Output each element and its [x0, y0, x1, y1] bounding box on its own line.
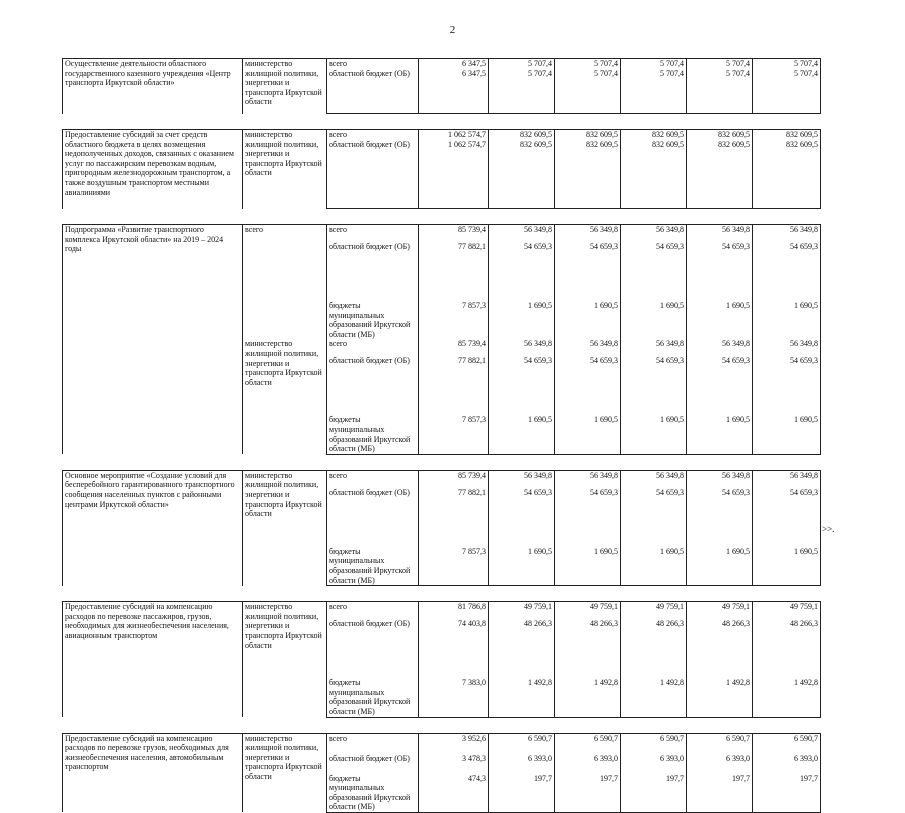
amount-cell: 3 478,3 — [419, 754, 489, 774]
amount-cell: 54 659,3 — [753, 356, 821, 415]
amount-cell: 6 347,5 — [419, 59, 489, 70]
amount-cell: 56 349,8 — [687, 339, 753, 356]
funding-source-cell: бюджеты муниципальных образований Иркутской области (МБ) — [327, 415, 419, 454]
budget-table-body — [63, 59, 821, 813]
amount-cell: 49 759,1 — [489, 602, 555, 620]
amount-cell: 54 659,3 — [621, 488, 687, 547]
amount-cell: 54 659,3 — [687, 488, 753, 547]
amount-cell: 56 349,8 — [489, 470, 555, 488]
amount-cell: 81 786,8 — [419, 602, 489, 620]
amount-cell: 832 609,5 — [687, 130, 753, 141]
funding-source-cell: областной бюджет (ОБ) — [327, 140, 419, 209]
amount-cell: 474,3 — [419, 774, 489, 813]
amount-cell: 49 759,1 — [555, 602, 621, 620]
amount-cell: 56 349,8 — [555, 339, 621, 356]
amount-cell: 6 590,7 — [489, 733, 555, 754]
amount-cell: 1 690,5 — [489, 547, 555, 586]
amount-cell: 1 690,5 — [555, 301, 621, 339]
amount-cell: 6 590,7 — [621, 733, 687, 754]
table-spacer — [63, 586, 821, 602]
table-row — [63, 470, 821, 488]
amount-cell: 832 609,5 — [555, 140, 621, 209]
amount-cell: 832 609,5 — [621, 130, 687, 141]
amount-cell: 56 349,8 — [753, 470, 821, 488]
amount-cell: 7 383,0 — [419, 678, 489, 717]
amount-cell: 832 609,5 — [753, 140, 821, 209]
amount-cell: 54 659,3 — [687, 356, 753, 415]
budget-table — [62, 58, 821, 813]
amount-cell: 197,7 — [489, 774, 555, 813]
amount-cell: 3 952,6 — [419, 733, 489, 754]
table-row — [63, 733, 821, 754]
amount-cell: 54 659,3 — [489, 242, 555, 301]
amount-cell: 1 690,5 — [555, 547, 621, 586]
amount-cell: 85 739,4 — [419, 339, 489, 356]
amount-cell: 5 707,4 — [753, 69, 821, 114]
funding-source-cell: всего — [327, 733, 419, 754]
amount-cell: 56 349,8 — [621, 470, 687, 488]
amount-cell: 5 707,4 — [489, 69, 555, 114]
amount-cell: 832 609,5 — [753, 130, 821, 141]
amount-cell: 54 659,3 — [489, 488, 555, 547]
measure-name-cell: Подпрограмма «Развитие транспортного комплекса Иркутской области» на 2019 – 2024 годы — [63, 225, 243, 455]
amount-cell: 48 266,3 — [687, 619, 753, 678]
amount-cell: 7 857,3 — [419, 547, 489, 586]
funding-source-cell: бюджеты муниципальных образований Иркутской области (МБ) — [327, 774, 419, 813]
amount-cell: 6 590,7 — [753, 733, 821, 754]
amount-cell: 832 609,5 — [687, 140, 753, 209]
amount-cell: 54 659,3 — [621, 356, 687, 415]
executor-cell: министерство жилищной политики, энергетики и транспорта Иркутской области — [243, 470, 327, 585]
amount-cell: 1 690,5 — [555, 415, 621, 454]
amount-cell: 197,7 — [753, 774, 821, 813]
amount-cell: 7 857,3 — [419, 415, 489, 454]
amount-cell: 56 349,8 — [621, 339, 687, 356]
table-spacer — [63, 717, 821, 733]
amount-cell: 6 393,0 — [489, 754, 555, 774]
amount-cell: 1 690,5 — [489, 415, 555, 454]
amount-cell: 56 349,8 — [489, 225, 555, 243]
funding-source-cell: всего — [327, 602, 419, 620]
amount-cell: 5 707,4 — [555, 69, 621, 114]
amount-cell: 49 759,1 — [753, 602, 821, 620]
measure-name-cell: Основное мероприятие «Создание условий для бесперебойного гарантированного транспортного сообщения населенных пунктов с районными центрами Иркутской области» — [63, 470, 243, 585]
measure-name-cell: Осуществление деятельности областного государственного казенного учреждения «Центр транспорта Иркутской области» — [63, 59, 243, 114]
funding-source-cell: всего — [327, 59, 419, 70]
funding-source-cell: областной бюджет (ОБ) — [327, 619, 419, 678]
amount-cell: 5 707,4 — [753, 59, 821, 70]
amount-cell: 5 707,4 — [621, 69, 687, 114]
measure-name-cell: Предоставление субсидий на компенсацию расходов по перевозке грузов, необходимых для жизнеобеспечения населения, автомобильным транспортом — [63, 733, 243, 812]
amount-cell: 1 062 574,7 — [419, 140, 489, 209]
measure-name-cell: Предоставление субсидий на компенсацию расходов по перевозке пассажиров, грузов, необходимых для жизнеобеспечения населения, авиационным транспортом — [63, 602, 243, 717]
amount-cell: 56 349,8 — [555, 225, 621, 243]
amount-cell: 54 659,3 — [555, 356, 621, 415]
amount-cell: 56 349,8 — [753, 225, 821, 243]
amount-cell: 7 857,3 — [419, 301, 489, 339]
measure-name-cell: Предоставление субсидий за счет средств областного бюджета в целях возмещения недополученных доходов, связанных с оказанием услуг по пассажирским перевозкам водным, пригородным железнодорожным транспортом, а также воздушным транспортом местными авиалиниями — [63, 130, 243, 209]
amount-cell: 77 882,1 — [419, 242, 489, 301]
amount-cell: 49 759,1 — [621, 602, 687, 620]
amount-cell: 48 266,3 — [753, 619, 821, 678]
table-row — [63, 602, 821, 620]
amount-cell: 5 707,4 — [687, 69, 753, 114]
amount-cell: 832 609,5 — [621, 140, 687, 209]
amount-cell: 1 690,5 — [621, 547, 687, 586]
amount-cell: 56 349,8 — [687, 470, 753, 488]
funding-source-cell: областной бюджет (ОБ) — [327, 356, 419, 415]
amount-cell: 1 492,8 — [489, 678, 555, 717]
amount-cell: 56 349,8 — [687, 225, 753, 243]
amount-cell: 832 609,5 — [555, 130, 621, 141]
amount-cell: 197,7 — [687, 774, 753, 813]
amount-cell: 56 349,8 — [753, 339, 821, 356]
amount-cell: 832 609,5 — [489, 130, 555, 141]
amount-cell: 1 690,5 — [687, 301, 753, 339]
table-row — [63, 130, 821, 141]
amount-cell: 74 403,8 — [419, 619, 489, 678]
amount-cell: 197,7 — [621, 774, 687, 813]
amount-cell: 85 739,4 — [419, 470, 489, 488]
funding-source-cell: всего — [327, 339, 419, 356]
funding-source-cell: бюджеты муниципальных образований Иркутской области (МБ) — [327, 678, 419, 717]
funding-source-cell: бюджеты муниципальных образований Иркутской области (МБ) — [327, 547, 419, 586]
table-spacer — [63, 114, 821, 130]
funding-source-cell: областной бюджет (ОБ) — [327, 754, 419, 774]
amount-cell: 6 590,7 — [687, 733, 753, 754]
amount-cell: 5 707,4 — [489, 59, 555, 70]
amount-cell: 56 349,8 — [555, 470, 621, 488]
amount-cell: 5 707,4 — [621, 59, 687, 70]
amount-cell: 1 690,5 — [753, 547, 821, 586]
executor-cell: министерство жилищной политики, энергетики и транспорта Иркутской области — [243, 602, 327, 717]
funding-source-cell: всего — [327, 470, 419, 488]
funding-source-cell: областной бюджет (ОБ) — [327, 488, 419, 547]
amount-cell: 48 266,3 — [555, 619, 621, 678]
executor-cell: министерство жилищной политики, энергетики и транспорта Иркутской области — [243, 130, 327, 209]
funding-source-cell: всего — [327, 225, 419, 243]
executor-cell: всего — [243, 225, 327, 340]
amount-cell: 6 393,0 — [555, 754, 621, 774]
amount-cell: 77 882,1 — [419, 488, 489, 547]
amount-cell: 1 690,5 — [489, 301, 555, 339]
amount-cell: 1 492,8 — [621, 678, 687, 717]
amount-cell: 1 690,5 — [753, 415, 821, 454]
page-number: 2 — [449, 24, 456, 36]
amount-cell: 1 492,8 — [687, 678, 753, 717]
amount-cell: 54 659,3 — [621, 242, 687, 301]
amount-cell: 56 349,8 — [489, 339, 555, 356]
amount-cell: 1 690,5 — [687, 415, 753, 454]
amount-cell: 1 690,5 — [687, 547, 753, 586]
amount-cell: 54 659,3 — [753, 242, 821, 301]
amount-cell: 48 266,3 — [489, 619, 555, 678]
executor-cell: министерство жилищной политики, энергетики и транспорта Иркутской области — [243, 59, 327, 114]
amount-cell: 6 393,0 — [621, 754, 687, 774]
amount-cell: 54 659,3 — [555, 488, 621, 547]
amount-cell: 1 690,5 — [753, 301, 821, 339]
amount-cell: 1 492,8 — [555, 678, 621, 717]
amount-cell: 54 659,3 — [489, 356, 555, 415]
funding-source-cell: областной бюджет (ОБ) — [327, 242, 419, 301]
funding-source-cell: областной бюджет (ОБ) — [327, 69, 419, 114]
table-row — [63, 59, 821, 70]
funding-source-cell: всего — [327, 130, 419, 141]
amount-cell: 5 707,4 — [555, 59, 621, 70]
amount-cell: 54 659,3 — [753, 488, 821, 547]
table-row — [63, 225, 821, 243]
amount-cell: 6 347,5 — [419, 69, 489, 114]
amount-cell: 1 062 574,7 — [419, 130, 489, 141]
amount-cell: 6 393,0 — [687, 754, 753, 774]
amount-cell: 77 882,1 — [419, 356, 489, 415]
amount-cell: 48 266,3 — [621, 619, 687, 678]
amount-cell: 197,7 — [555, 774, 621, 813]
amount-cell: 5 707,4 — [687, 59, 753, 70]
amount-cell: 1 492,8 — [753, 678, 821, 717]
amount-cell: 56 349,8 — [621, 225, 687, 243]
table-spacer — [63, 209, 821, 225]
continuation-mark: >>. — [822, 524, 835, 534]
executor-cell: министерство жилищной политики, энергетики и транспорта Иркутской области — [243, 339, 327, 454]
amount-cell: 1 690,5 — [621, 415, 687, 454]
amount-cell: 6 590,7 — [555, 733, 621, 754]
funding-source-cell: бюджеты муниципальных образований Иркутской области (МБ) — [327, 301, 419, 339]
executor-cell: министерство жилищной политики, энергетики и транспорта Иркутской области — [243, 733, 327, 812]
amount-cell: 1 690,5 — [621, 301, 687, 339]
amount-cell: 85 739,4 — [419, 225, 489, 243]
table-spacer — [63, 454, 821, 470]
amount-cell: 54 659,3 — [687, 242, 753, 301]
amount-cell: 832 609,5 — [489, 140, 555, 209]
amount-cell: 49 759,1 — [687, 602, 753, 620]
amount-cell: 54 659,3 — [555, 242, 621, 301]
amount-cell: 6 393,0 — [753, 754, 821, 774]
